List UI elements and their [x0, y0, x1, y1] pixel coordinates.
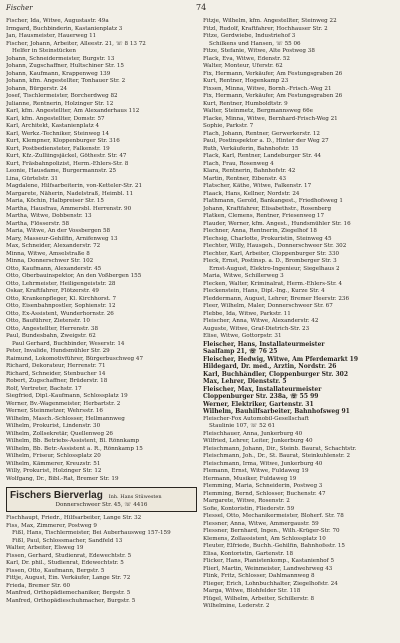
directory-entry: Fleer, Wilhelm, Maler, Donnerschweer Str. 67 — [203, 303, 333, 309]
directory-entry: Flemming, Maria, Schneiderin, Postweg 3 — [203, 483, 323, 489]
directory-entry: Wilhelm, Bauhilfsarbeiter, Bahnhofsweg 91 — [203, 408, 350, 415]
directory-entry: Flatken, Clemens, Rentner, Friesenweg 17 — [203, 213, 325, 219]
directory-entry: Fiss, Max, Zimmerer, Postweg 9 — [6, 522, 97, 529]
directory-entry: Flecken, Walter, Kriminalrat, Herm.-Ehlers-Str. 4 — [203, 280, 343, 287]
directory-entry: Walter, Monteur, Uferstr. 62 — [203, 63, 283, 69]
directory-entry: Wilhelm, Bb. Betriebs-Assistent, Bl. Rönnkamp — [6, 438, 140, 444]
directory-entry: Jan, Hausmeister, Hauerweg 11 — [6, 33, 97, 39]
directory-entry: Wilhelm, Friseur, Schlossplatz 20 — [6, 453, 101, 459]
directory-entry: Fischhaupt, Friedr., Hilfsarbeiter, Lange Str. 32 — [6, 515, 142, 521]
directory-entry: Johann, Schneidermeister, Burgstr. 13 — [6, 55, 115, 62]
directory-entry: Klara, Rentnerin, Bahnhofstr. 42 — [203, 168, 296, 174]
directory-entry: Oskar, Kraftfahrer, Flötzerstr. 49 — [6, 288, 99, 294]
directory-entry: Fleck, Ernst, Postinsp. a. D., Bromberger Str. 3 — [203, 258, 337, 264]
directory-entry: Flach, Johann, Rentner, Gerwerkerstr. 12 — [203, 130, 320, 137]
directory-entry: Rolf, Vertreter, Bachstr. 17 — [6, 385, 82, 392]
directory-entry: Robert, Zugschaffner, Brüderstr. 18 — [6, 378, 108, 384]
directory-entry: Helfer in Steinstücken — [12, 48, 76, 54]
directory-entry: Walter, Steinmetz, Bergmannsweg 66e — [203, 108, 313, 114]
directory-entry: Walter, Arbeiter, Elsweg 19 — [6, 545, 84, 551]
directory-entry: Johann, Bürgerstr. 24 — [6, 85, 68, 92]
directory-entry: Fleischer, Hans, Installateurmeister — [203, 340, 325, 348]
directory-entry: Karl, kfm. Angestellter, Domstr. 57 — [6, 115, 105, 122]
directory-entry: Fixsen, Minna, Witwe, Bornh.-Frisch.-Weg 21 — [203, 85, 332, 92]
directory-entry: Karl, Architekt, Kastanienplatz 4 — [6, 123, 100, 129]
directory-entry: Frieda, Bremer Str. 60 — [6, 582, 71, 589]
directory-entry: Werner, Elektriker, Gartenstr. 31 — [203, 400, 314, 408]
directory-entry: Johann, Kaufmann, Krappenweg 139 — [6, 70, 111, 77]
directory-entry: Flechter, Karl, Arbeiter, Cloppenburger Str. 330 — [203, 250, 340, 257]
directory-entry: Karl, Dr. phil., Studienrat, Edewechtstr. 5 — [6, 560, 124, 566]
header-running-name: Fischer — [6, 4, 33, 12]
directory-entry: Kurt, Rentner, Humboldtstr. 9 — [203, 100, 288, 107]
directory-entry: Fißl, Hans, Tischlermeister, Bei Auberhausweg 157-159 — [12, 530, 171, 536]
right-column-entries-bottom — [203, 416, 394, 611]
directory-entry: Fittje, August, Ein. Verkäufer, Lange Str. 72 — [6, 575, 131, 581]
directory-entry: Martha, Hausfrau, Ammersbl. Herrenstr. 90 — [6, 205, 132, 212]
directory-entry: Otto, Lehrmeister, Heiligengeiststr. 28 — [6, 280, 116, 287]
directory-entry: Marga, Witwe, Blohfelder Str. 118 — [203, 588, 301, 594]
directory-entry: Sofie, Kontoristin, Fliederstr. 59 — [203, 505, 295, 512]
directory-entry: Fleischer, Anna, Witwe, Alexanderstr. 42 — [203, 318, 319, 324]
directory-entry: Fleischmann, Irma, Witwe, Junkerburg 40 — [203, 460, 323, 467]
directory-entry: Josef, Tischlermeister, Borcherdweg 82 — [6, 93, 118, 99]
directory-entry: Schilkens und Hansen, ☏ 55 06 — [209, 40, 301, 47]
directory-entry: Magdalene, Hilfsarbeiterin, von-Ketteler-Str. 21 — [6, 183, 143, 189]
directory-entry: Paul Gerhard, Buchbinder, Weserstr. 14 — [12, 340, 125, 347]
directory-entry: Flathmann, Gerold, Bankangest., Friedhofsweg 1 — [203, 198, 343, 204]
directory-entry: Flügel, Wilhelm, Arbeiter, Schillerstr. 8 — [203, 595, 315, 602]
directory-entry: Sophie, Parkstr. 7 — [203, 123, 254, 129]
directory-entry: Martha, Witwe, Dobbenstr. 13 — [6, 213, 92, 219]
directory-entry: Minna, Donnerschwer Str. 102 — [6, 258, 94, 264]
directory-entry: Flechsig, Charlotte, Prokuristin, Steinweg 45 — [203, 235, 332, 242]
directory-entry: Werner, Steinmetzer, Wehrsstr. 16 — [6, 408, 103, 414]
directory-entry: Fissen, Gerhard, Studienrat, Edewechtstr. 5 — [6, 552, 132, 559]
ad-brand: Fischers Bierverlag — [10, 490, 103, 501]
directory-entry: Werner, Bv.-Wagenmeister, Herbartstr. 2 — [6, 400, 121, 407]
directory-entry: Fitzl, Rudolf, Kraftfahrer, Hochhauser Str. 2 — [203, 25, 328, 32]
directory-entry: Flessner, Anna, Witwe, Ammergaustr. 59 — [203, 520, 319, 527]
directory-entry: Johann, kfm. Angestellter, Tonhauer Str. 2 — [6, 78, 126, 84]
directory-entry: Minna, Witwe, Amselstraße 8 — [6, 250, 90, 257]
directory-entry: Max, Lehrer, Dienststr. 5 — [203, 378, 287, 385]
directory-entry: Martha, Flösserstr. 58 — [6, 220, 70, 227]
directory-entry: Klemens, Zollassistent, Am Schlossplatz 10 — [203, 535, 326, 542]
directory-entry: Richard, Dekorateur, Herrenstr. 71 — [6, 363, 106, 369]
directory-entry: Fix, Hermann, Verkäufer, Am Festungsgraben 26 — [203, 70, 343, 77]
directory-entry: Margarete, Witwe, Rosenstr. 2 — [203, 498, 290, 504]
directory-entry: Fleischmann, Joh., Dr., St. Baurat, Steinkuhlenstr. 2 — [203, 453, 351, 459]
directory-entry: Kurt, Klempner, Kloppenburger Str. 316 — [6, 138, 120, 144]
right-column — [203, 18, 394, 611]
directory-entry: Paul, Bundesbahn, Zweigstr. 62 — [6, 333, 96, 339]
directory-entry: Fix, Hermann, Verkäufer, Am Festungsgraben 26 — [203, 93, 343, 99]
directory-entry: Max, Schneider, Alexanderstr. 72 — [6, 243, 101, 249]
ad-address: Donnerschweer Str. 45, ☏ 4416 — [55, 502, 148, 508]
directory-entry: Wilhelm, Masch.-Schlosser, Hellmannweg — [6, 415, 125, 422]
bold-entries — [203, 341, 394, 416]
columns — [6, 18, 394, 611]
directory-entry: Wilhelm, Zollsekretär, Quellenweg 26 — [6, 430, 113, 437]
page-header — [6, 4, 394, 16]
directory-entry: Fleddermann, August, Lehrer, Bremer Heerstr. 236 — [203, 295, 349, 302]
directory-entry: Kurt, Postbediensteter, Falkenstr. 19 — [6, 145, 110, 152]
directory-entry: Flessel, Otto, Mechanikermeister, Bloherf. Str. 78 — [203, 513, 344, 519]
directory-entry: Flebbe, Ida, Witwe, Parkstr. 11 — [203, 310, 291, 317]
advertisement-box — [6, 487, 197, 512]
directory-entry: Johann, Kraftfahrer, Elisabethstr., Rosenberg — [203, 205, 332, 212]
directory-entry: Fischer, Ida, Witwe, Augustastr. 49a — [6, 18, 109, 24]
directory-entry: Fitze, Gerdwiebe, Industriehof 3 — [203, 33, 296, 39]
directory-entry: Hildegard, Dr. med., Ärztin, Nordstr. 26 — [203, 363, 337, 370]
directory-entry: Kurt, Fräsbahnpolizist, Herm.-Ehlers-Str. 8 — [6, 160, 129, 167]
directory-entry: Kurt, Kfz.-Zulliingsjäckel, Göthestr. Str. 47 — [6, 153, 127, 159]
directory-entry: Fissen, Otto, Kaufmann, Bergstr. 5 — [6, 567, 105, 574]
directory-entry: Fitze, Stefanie, Witwe, Alte Postweg 38 — [203, 48, 315, 54]
directory-entry: Karl, kfm. Angestellter, Am Alexanderhaus 112 — [6, 108, 140, 114]
directory-entry: Otto, Oberbauinspektor, An den Voßbergen 155 — [6, 273, 142, 279]
directory-entry: Flink, Fritz, Schlosser, Dahlmannweg 8 — [203, 573, 315, 579]
directory-entry: Siegfried, Dipl.-Kaufmann, Schlossplatz 19 — [6, 393, 128, 399]
directory-entry: Flacke, Minna, Witwe, Bernhard-Frisch-Weg 21 — [203, 115, 338, 122]
directory-entry: Ernst-August, Elektro-Ingenieur, Siegelhaus 2 — [209, 265, 340, 272]
directory-entry: Otto, Ex-Assistent, Wunderhornstr. 26 — [6, 310, 114, 317]
directory-entry: Paul, Postinspektor a. D., Hinter der Weg 27 — [203, 138, 329, 144]
directory-entry: Flauder, Werner, kfm. Angest., Hundsmühler Str. 16 — [203, 220, 351, 227]
directory-entry: Raimund, Lokomotivführer, Bürgerbuschweg 47 — [6, 355, 144, 362]
directory-entry: Wilhelmine, Lederstr. 2 — [203, 603, 270, 609]
directory-entry: Manfred, Orthopädieschuhmacher, Burgstr. 5 — [6, 597, 136, 604]
left-column — [6, 18, 197, 611]
directory-entry: Ruth, Verkäuferin, Bahnhofstr. 15 — [203, 145, 299, 152]
directory-entry: Fitzje, Wilhelm, kfm. Angestellter, Steinweg 22 — [203, 18, 337, 24]
directory-entry: Otto, Angestellter, Herrenstr. 38 — [6, 325, 99, 332]
directory-entry: Fleischer, Hedwig, Witwe, Am Pferdemarkt 19 — [203, 355, 359, 363]
directory-entry: Julianne, Rentnerin, Holzinger Str. 12 — [6, 100, 114, 107]
directory-entry: Leonie, Hausdame, Burgermannstr. 25 — [6, 168, 117, 174]
directory-entry: Wilhelm, Prokurist, Lindenstr. 30 — [6, 423, 101, 429]
directory-entry: Richard, Schneider, Stenbucher 14 — [6, 370, 106, 377]
page-number: 74 — [196, 3, 207, 12]
directory-entry: Wilfried, Lehrer, Leiter, Junkerburg 40 — [203, 438, 313, 444]
directory-entry: Mary, Masseur-Gehilfin, Arnifenweg 13 — [6, 235, 118, 242]
directory-entry: Cloppenburger Str. 238a, ☏ 55 99 — [203, 393, 319, 400]
left-column-entries-bottom — [6, 515, 197, 605]
directory-entry: Karl, Werkz.-Techniker, Steinweg 14 — [6, 130, 110, 137]
directory-entry: Flemann, Ernst, Witwe, Fuldaweg 19 — [203, 468, 309, 474]
directory-entry: Flack, Karl, Rentner, Landeburger Str. 44 — [203, 153, 322, 159]
right-column-entries — [203, 18, 394, 341]
directory-entry: Fleischer-Fox Automobil-Gesellschaft — [203, 415, 309, 422]
directory-entry: Staulinie 107, ☏ 52 61 — [209, 423, 276, 429]
directory-entry: Martin, Rentner, Eibenstr. 43 — [203, 175, 287, 182]
ad-owner: Inh. Hans Stüwesten — [108, 494, 162, 500]
directory-entry: Flessner, Bernhard, Ingen., Wilh.-Krüger-Str. 70 — [203, 528, 340, 534]
directory-entry: Flaack, Hans, Kellner, Nordstr. 24 — [203, 190, 300, 197]
directory-entry: Fleuter, Elfriede, Buchh.-Gehilfin, Bahnhofsstr. 15 — [203, 543, 345, 549]
directory-entry: Karl, Buchhändler, Cloppenburger Str. 302 — [203, 370, 349, 378]
directory-entry: Saalfamp 21, ☏ 76 25 — [203, 348, 278, 355]
directory-entry: Flack, Eva, Witwe, Edenstr. 52 — [203, 55, 290, 62]
directory-entry: Wilhelm, Kämmerer, Kreuzstr. 51 — [6, 460, 101, 467]
directory-entry: Maria, Witwe, An der Vossbergen 58 — [6, 228, 111, 234]
directory-entry: Maria, Köchin, Halbpreiser Str. 15 — [6, 198, 104, 204]
directory-entry: Maria, Witwe, Schillerweg 3 — [203, 273, 284, 279]
directory-entry: Fleischmann, Johann, Dir., Steinb. Baurat, Schachtstr. — [203, 445, 357, 452]
directory-entry: Otto, Krankenpfleger, Kl. Kirchhorst. 7 — [6, 295, 117, 302]
directory-entry: Elisa, Kontoristin, Gartenstr. 18 — [203, 550, 294, 557]
directory-entry: Margarete, Näherin, Nadelstraß, Heimbl. 11 — [6, 190, 134, 197]
directory-entry: Otto, Bauführer, Zietenstr. 10 — [6, 318, 90, 324]
directory-entry: Otto, Eisenbahnpostler, Sophienstr. 12 — [6, 303, 116, 309]
directory-entry: Elise, Witwe, Gottorpstr. 31 — [203, 333, 282, 339]
directory-entry: Flieger, Erich, Lohnbuchhalter, Ziegelhofstr. 24 — [203, 580, 338, 587]
directory-entry: Otto, Kaufmann, Alexanderstr. 45 — [6, 265, 102, 272]
directory-entry: Flicker, Hans, Pianistenkomp., Kastanienhof 5 — [203, 558, 335, 564]
directory-entry: Fleischhauer, Anna, Junkerburg 40 — [203, 430, 303, 437]
directory-entry: Flechner, Anna, Rentnerin, Ziegelhof 18 — [203, 228, 317, 234]
directory-entry: Irmgard, Buchbinderin, Kastanienplatz 3 — [6, 25, 123, 32]
directory-entry: Willy, Prokurist, Holzinger Str. 12 — [6, 468, 102, 474]
directory-entry: Flechter, Willy, Hausgeh., Donnerschweer Str. 302 — [203, 243, 347, 249]
directory-entry: Johann, Zugschaffner, Hultschiner Str. 15 — [6, 63, 124, 69]
directory-entry: Flatscher, Käthe, Witwe, Falkenstr. 17 — [203, 183, 312, 189]
left-column-entries — [6, 18, 197, 483]
directory-entry: Wilhelm, Bb. Betr.-Assistent a. R., Rönnkamp 15 — [6, 445, 143, 452]
directory-entry: Manfred, Orthopädiemechaniker, Bergstr. 5 — [6, 590, 131, 596]
directory-entry: Flach, Frau, Rosenweg 4 — [203, 160, 274, 167]
directory-entry: Flemming, Bernd, Schlosser, Buchenstr. 47 — [203, 490, 326, 497]
directory-entry: Fischer, Johann, Arbeiter, Alleestr. 21, ☏ 8 13 72 — [6, 40, 146, 47]
directory-entry: Auguste, Witwe, Graf-Dietrich-Str. 23 — [203, 325, 310, 332]
directory-entry: Peter, Invalide, Hundsmühler Str. 29 — [6, 348, 110, 354]
directory-entry: Flierl, Martin, Weinmeister, Landwehrweg 43 — [203, 565, 333, 572]
directory-entry: Fißl, Paul, Schlossmacher, Sandfeld 13 — [12, 537, 123, 544]
directory-entry: Fleischer, Max, Installateurmeister — [203, 385, 322, 393]
directory-entry: Fleckenstein, Hans, Dipl.-Ing., Kurze Str. 4 — [203, 288, 325, 294]
directory-entry: Hermann, Musiker, Fuldaweg 19 — [203, 475, 297, 482]
directory-entry: Wolfgang, Dr., Bibl.-Rat, Bremer Str. 19 — [6, 475, 119, 482]
directory-entry: Lina, Gürtelstr. 31 — [6, 175, 58, 182]
directory-entry: Kurt, Rentner, Hogenkamp 23 — [203, 78, 289, 84]
